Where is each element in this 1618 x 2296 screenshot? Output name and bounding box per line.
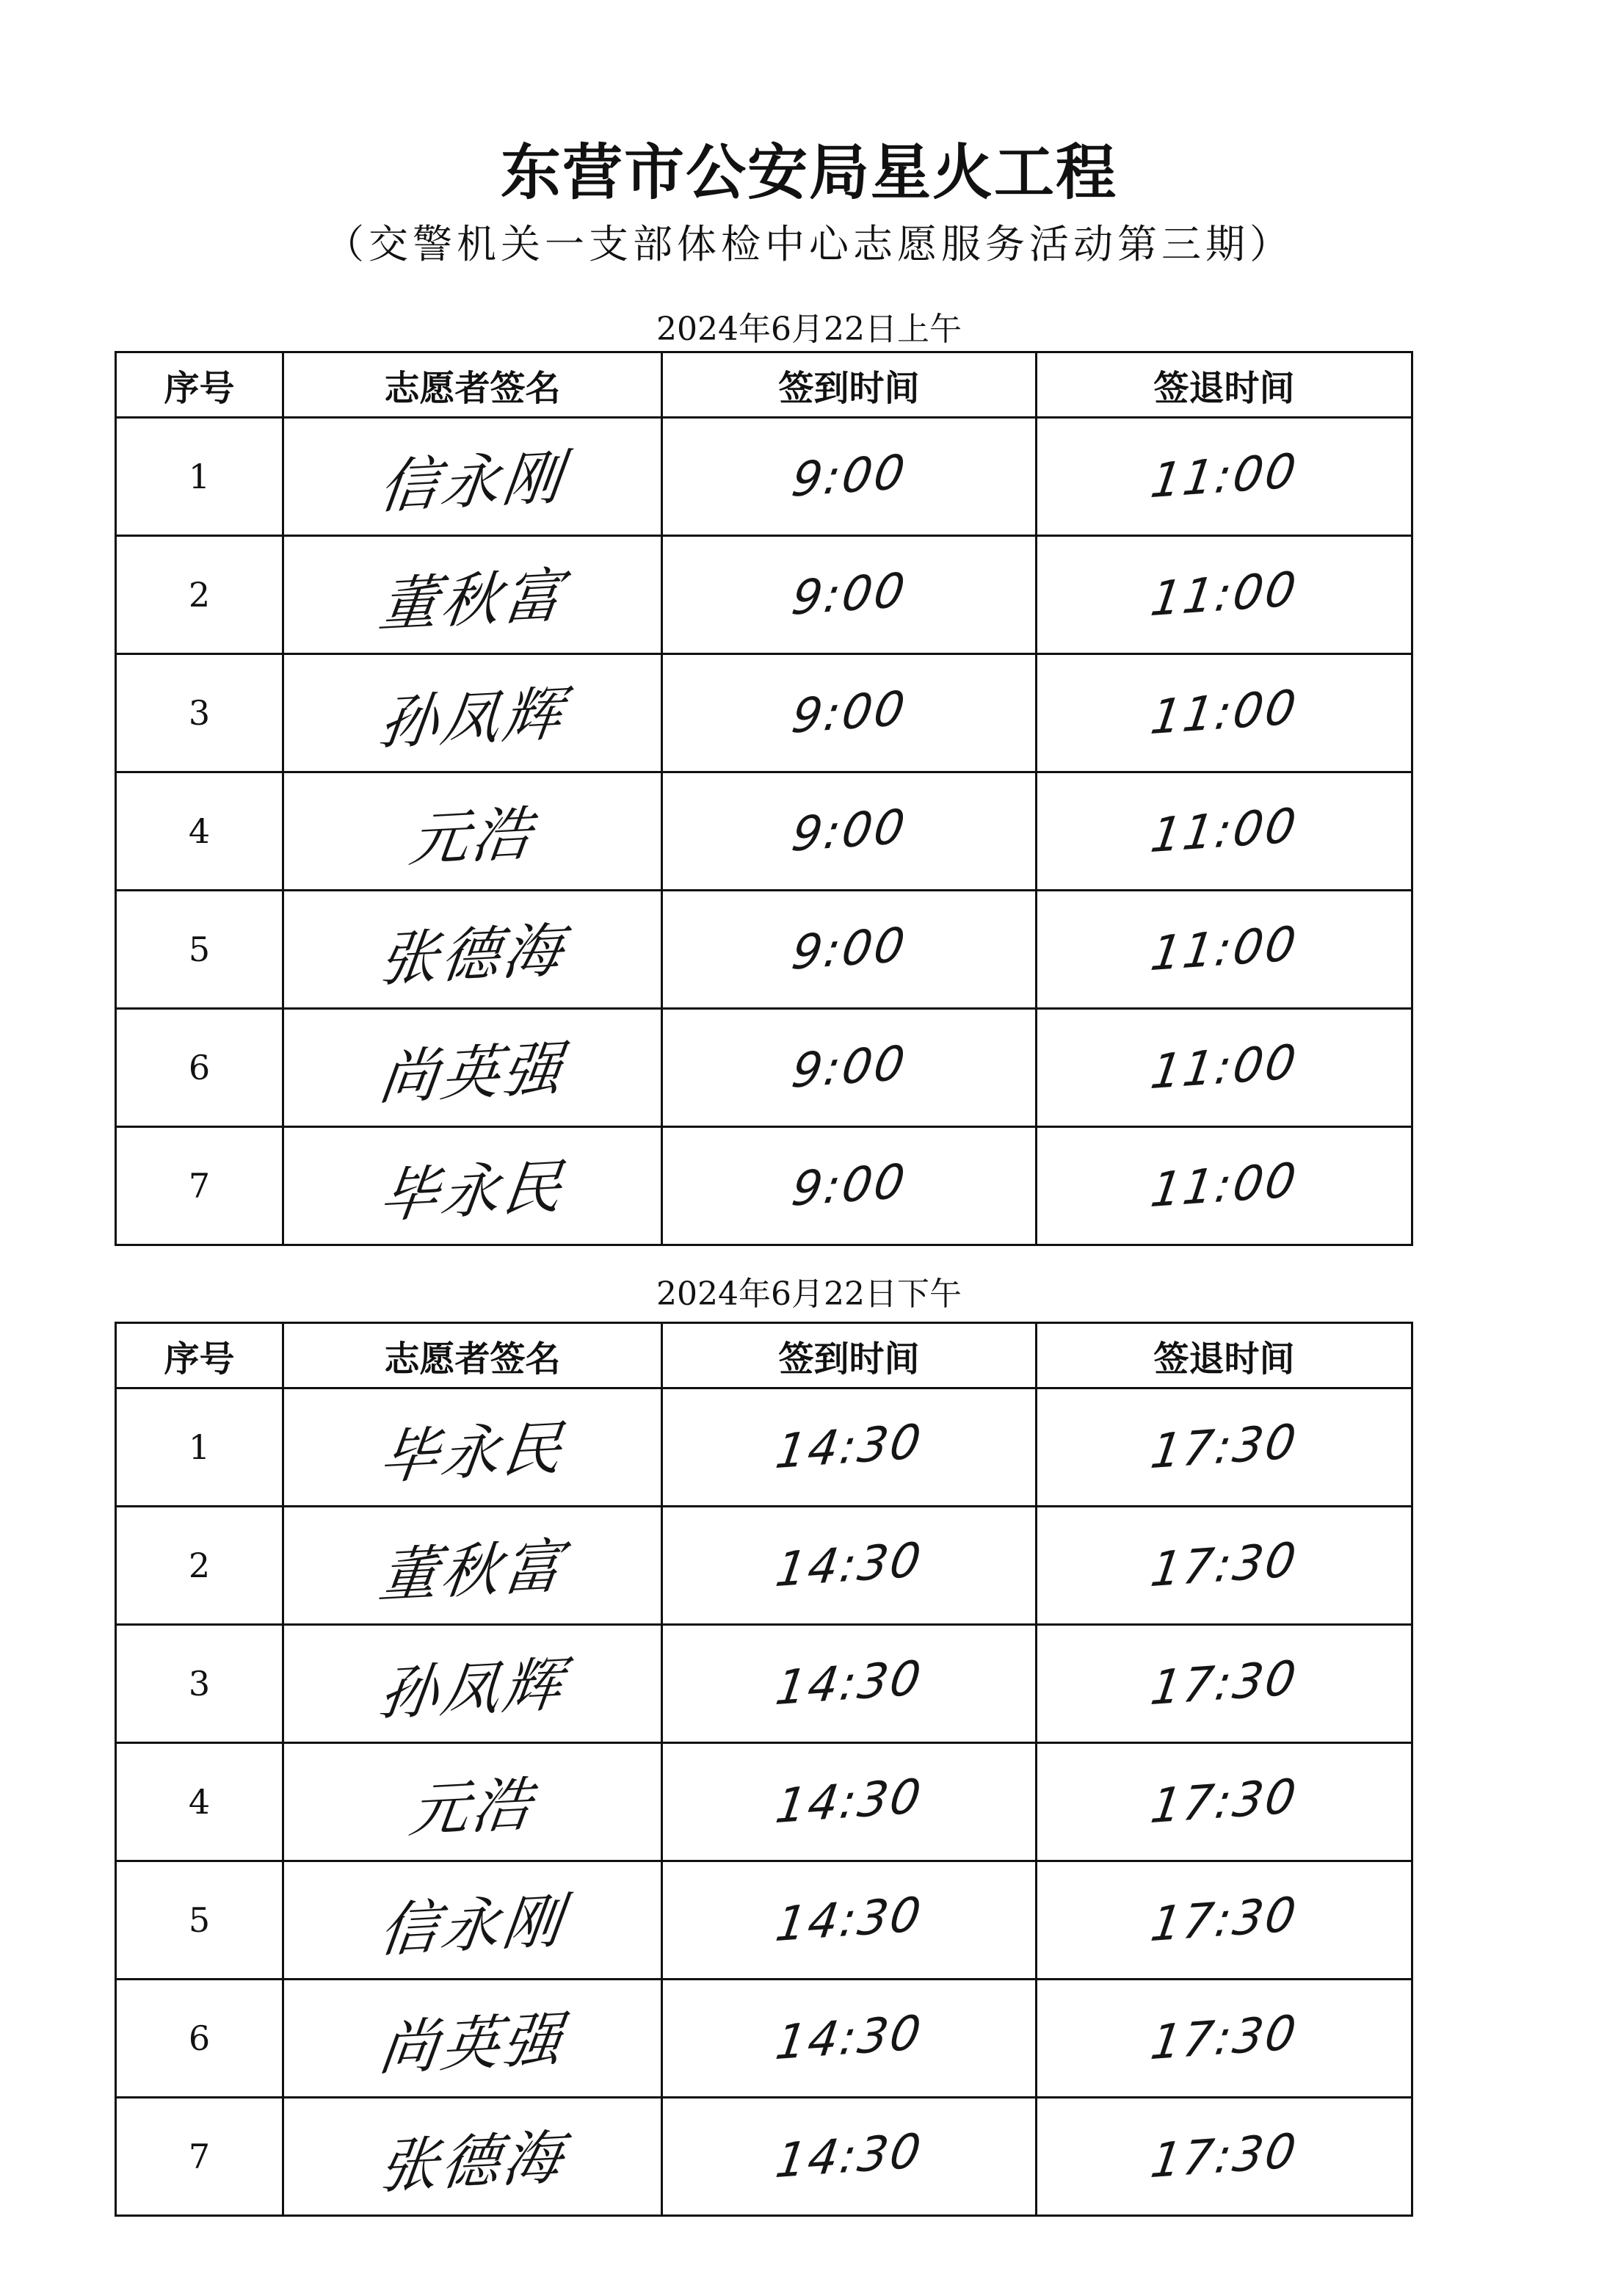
header-signin-time: 签到时间: [662, 1323, 1037, 1388]
signout-time: 17:30: [1147, 1769, 1302, 1835]
volunteer-signature: 毕永民: [375, 1413, 569, 1492]
header-name: 志愿者签名: [283, 352, 662, 418]
page-subtitle: （交警机关一支部体检中心志愿服务活动第三期）: [324, 221, 1294, 267]
volunteer-signature: 张德海: [375, 2122, 569, 2201]
signin-time: 14:30: [772, 2123, 926, 2190]
table-row: [116, 2098, 1412, 2216]
table-header-row: [116, 352, 1412, 418]
signout-time: 11:00: [1147, 1153, 1302, 1219]
signin-time: 14:30: [772, 1532, 926, 1598]
row-seq: 2: [116, 536, 283, 654]
row-seq: 2: [116, 1507, 283, 1625]
signout-time: 17:30: [1147, 1414, 1302, 1480]
signin-time: 9:00: [788, 445, 910, 508]
table-row: [116, 1009, 1412, 1127]
table-row: [116, 1980, 1412, 2098]
header-name: 志愿者签名: [283, 1323, 662, 1388]
table-row: [116, 654, 1412, 772]
signin-time: 14:30: [772, 1769, 926, 1835]
table-row: [116, 418, 1412, 536]
signout-time: 17:30: [1147, 1887, 1302, 1953]
afternoon-signin-table: [115, 1322, 1413, 2217]
signout-time: 17:30: [1147, 1532, 1302, 1598]
header-signout-time: 签退时间: [1037, 1323, 1412, 1388]
table-row: [116, 536, 1412, 654]
volunteer-signature: 尚英强: [375, 2004, 569, 2083]
volunteer-signature: 董秋富: [375, 1531, 569, 1610]
signout-time: 17:30: [1147, 1651, 1302, 1717]
table-row: [116, 891, 1412, 1009]
signin-time: 9:00: [788, 1154, 910, 1217]
signout-time: 17:30: [1147, 2005, 1302, 2071]
volunteer-signature: 信永刚: [375, 442, 569, 521]
signin-time: 14:30: [772, 2005, 926, 2071]
volunteer-signature: 张德海: [375, 915, 569, 994]
volunteer-signature: 孙凤辉: [375, 1649, 569, 1728]
morning-signin-table: [115, 351, 1413, 1246]
volunteer-signature: 尚英强: [375, 1033, 569, 1112]
signout-time: 11:00: [1147, 798, 1302, 864]
table-row: [116, 1127, 1412, 1245]
signin-time: 9:00: [788, 918, 910, 981]
row-seq: 1: [116, 418, 283, 536]
table-header-row: [116, 1323, 1412, 1388]
table-row: [116, 1625, 1412, 1743]
signin-time: 14:30: [772, 1887, 926, 1953]
header-signin-time: 签到时间: [662, 352, 1037, 418]
volunteer-signature: 元浩: [405, 1769, 538, 1845]
row-seq: 4: [116, 1743, 283, 1861]
header-seq: 序号: [116, 352, 283, 418]
signin-time: 9:00: [788, 563, 910, 626]
signin-time: 9:00: [788, 800, 910, 863]
volunteer-signature: 信永刚: [375, 1886, 569, 1965]
signout-time: 11:00: [1147, 1035, 1302, 1101]
volunteer-signature: 毕永民: [375, 1151, 569, 1231]
signin-time: 14:30: [772, 1651, 926, 1717]
signout-time: 11:00: [1147, 916, 1302, 982]
signout-time: 11:00: [1147, 680, 1302, 746]
volunteer-signature: 孙凤辉: [375, 678, 569, 758]
row-seq: 7: [116, 1127, 283, 1245]
row-seq: 7: [116, 2098, 283, 2216]
signout-time: 17:30: [1147, 2123, 1302, 2190]
table-row: [116, 1507, 1412, 1625]
signin-time: 9:00: [788, 681, 910, 745]
row-seq: 5: [116, 1861, 283, 1980]
signout-time: 11:00: [1147, 562, 1302, 628]
header-seq: 序号: [116, 1323, 283, 1388]
row-seq: 5: [116, 891, 283, 1009]
morning-date: 2024年6月22日上午: [656, 311, 962, 348]
row-seq: 3: [116, 1625, 283, 1743]
page-title: 东营市公安局星火工程: [500, 137, 1117, 208]
table-row: [116, 772, 1412, 891]
afternoon-date: 2024年6月22日下午: [656, 1275, 962, 1313]
row-seq: 1: [116, 1388, 283, 1507]
row-seq: 6: [116, 1980, 283, 2098]
signout-time: 11:00: [1147, 443, 1302, 510]
table-row: [116, 1388, 1412, 1507]
header-signout-time: 签退时间: [1037, 352, 1412, 418]
table-row: [116, 1861, 1412, 1980]
signin-time: 9:00: [788, 1036, 910, 1099]
row-seq: 4: [116, 772, 283, 891]
volunteer-signature: 元浩: [405, 798, 538, 874]
row-seq: 6: [116, 1009, 283, 1127]
table-row: [116, 1743, 1412, 1861]
row-seq: 3: [116, 654, 283, 772]
signin-time: 14:30: [772, 1414, 926, 1480]
volunteer-signature: 董秋富: [375, 560, 569, 640]
